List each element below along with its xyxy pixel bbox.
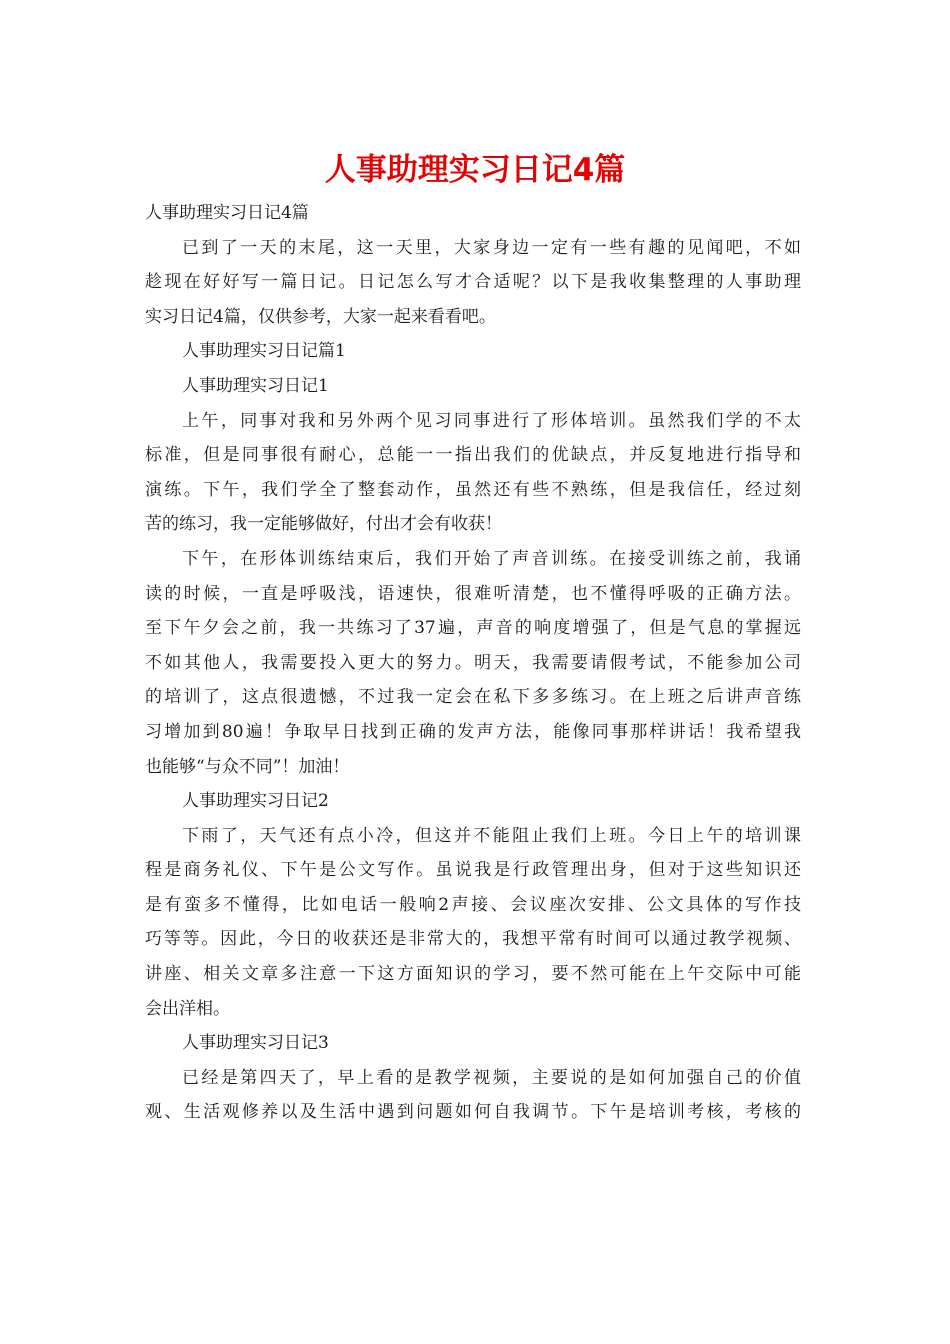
text-line: 是有蛮多不懂得，比如电话一般响2声接、会议座次安排、公文具体的写作技 [145,894,801,915]
text-line: 会出洋相。 [145,998,230,1019]
text-line: 巧等等。因此，今日的收获还是非常大的，我想平常有时间可以通过教学视频、 [145,929,801,950]
section-heading: 人事助理实习日记3 [182,1033,329,1054]
document-title: 人事助理实习日记4篇 [324,152,626,188]
text-line: 实习日记4篇，仅供参考，大家一起来看看吧。 [145,306,496,327]
document-body [145,196,801,1130]
text-line: 读的时候，一直是呼吸浅，语速快，很难听清楚，也不懂得呼吸的正确方法。 [145,583,801,604]
section-heading: 人事助理实习日记1 [182,375,329,396]
text-line: 人事助理实习日记4篇 [145,203,309,223]
text-line: 讲座、相关文章多注意一下这方面知识的学习，要不然可能在上午交际中可能 [145,964,801,985]
text-line: 习增加到80遍！争取早日找到正确的发声方法，能像同事那样讲话！我希望我 [145,721,801,742]
text-line: 上午，同事对我和另外两个见习同事进行了形体培训。虽然我们学的不太 [182,410,801,431]
text-line: 的培训了，这点很遗憾，不过我一定会在私下多多练习。在上班之后讲声音练 [145,687,801,708]
section-heading: 人事助理实习日记2 [182,791,329,812]
section-heading: 人事助理实习日记篇1 [182,341,346,362]
text-line: 标准，但是同事很有耐心，总能一一指出我们的优缺点，并反复地进行指导和 [145,445,801,466]
text-line: 已到了一天的末尾，这一天里，大家身边一定有一些有趣的见闻吧，不如 [182,237,801,258]
text-line: 演练。下午，我们学全了整套动作，虽然还有些不熟练，但是我信任，经过刻 [145,479,801,500]
text-line: 已经是第四天了，早上看的是教学视频，主要说的是如何加强自己的价值 [182,1067,801,1088]
text-line: 下午，在形体训练结束后，我们开始了声音训练。在接受训练之前，我诵 [182,548,801,569]
text-line: 程是商务礼仪、下午是公文写作。虽说我是行政管理出身，但对于这些知识还 [145,860,801,881]
text-line: 趁现在好好写一篇日记。日记怎么写才合适呢？以下是我收集整理的人事助理 [145,272,801,293]
text-line: 至下午夕会之前，我一共练习了37遍，声音的响度增强了，但是气息的掌握远 [145,618,801,639]
text-line: 观、生活观修养以及生活中遇到问题如何自我调节。下午是培训考核，考核的 [145,1102,801,1123]
text-line: 苦的练习，我一定能够做好，付出才会有收获！ [145,514,502,535]
text-line: 也能够“与众不同”！加油！ [145,756,350,777]
text-line: 下雨了，天气还有点小冷，但这并不能阻止我们上班。今日上午的培训课 [182,825,801,846]
text-line: 不如其他人，我需要投入更大的努力。明天，我需要请假考试，不能参加公司 [145,652,801,673]
